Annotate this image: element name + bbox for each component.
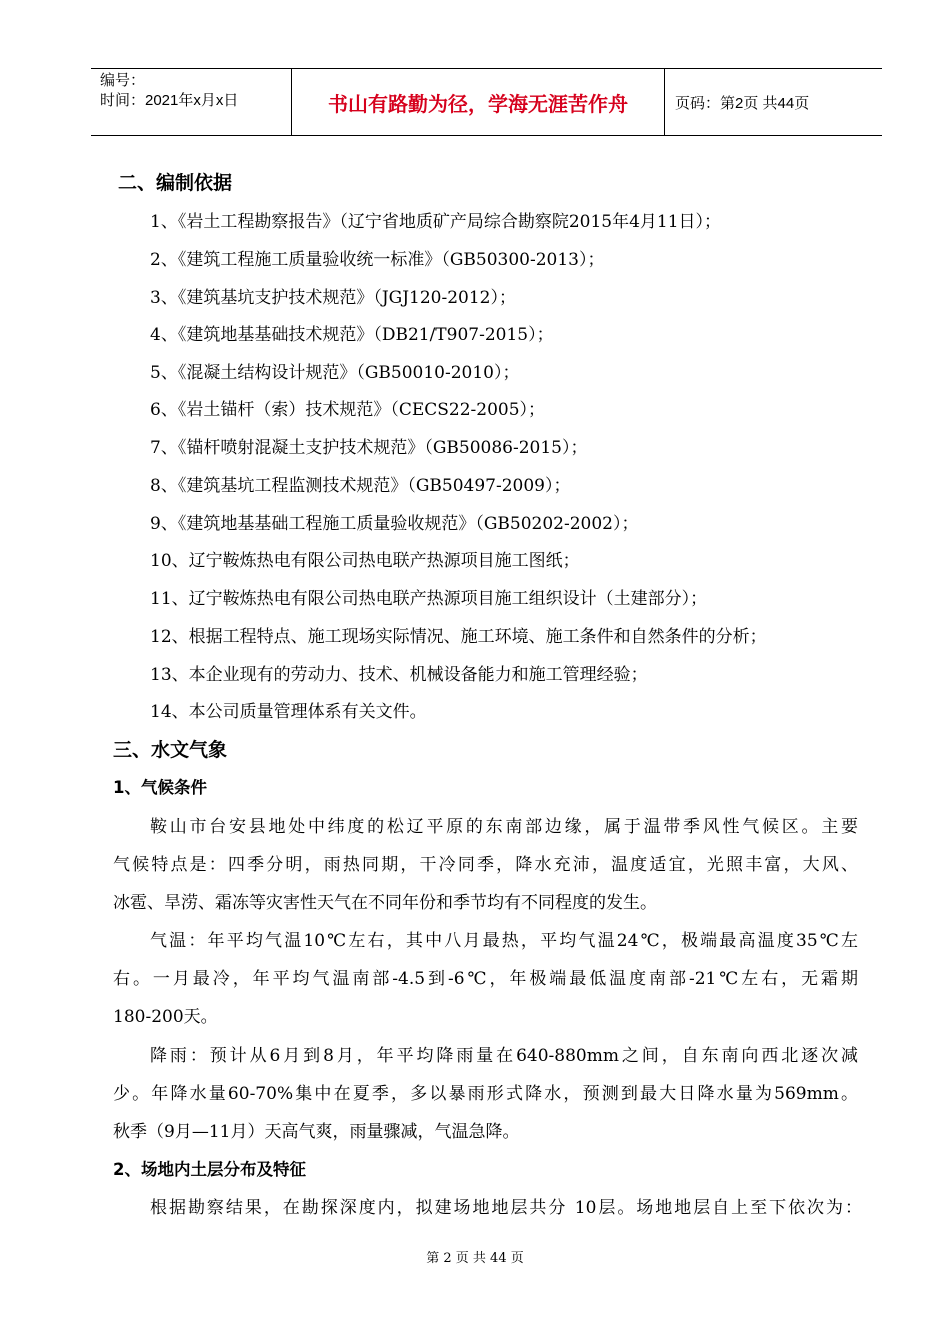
basis-item: 11、辽宁鞍炼热电有限公司热电联产热源项目施工组织设计（土建部分）； (150, 589, 708, 609)
basis-item: 1、《岩土工程勘察报告》（辽宁省地质矿产局综合勘察院2015年4月11日）； (150, 212, 722, 232)
date-label: 时间：2021年x月x日 (100, 92, 239, 109)
paragraph-line: 根据勘察结果，在勘探深度内，拟建场地地层共分 10层。场地地层自上至下依次为： (150, 1198, 862, 1218)
basis-item: 13、本企业现有的劳动力、技术、机械设备能力和施工管理经验； (150, 665, 648, 685)
paragraph-line: 冰雹、旱涝、霜冻等灾害性天气在不同年份和季节均有不同程度的发生。 (113, 893, 657, 913)
basis-item: 12、根据工程特点、施工现场实际情况、施工环境、施工条件和自然条件的分析； (150, 627, 767, 647)
motto: 书山有路勤为径，学海无涯苦作舟 (292, 69, 665, 135)
paragraph-line: 右。一月最冷，年平均气温南部-4.5到-6℃，年极端最低温度南部-21℃左右，无霜期 (113, 969, 858, 989)
section-2-title: 二、编制依据 (118, 172, 233, 194)
paragraph-line: 气温：年平均气温10℃左右，其中八月最热，平均气温24℃，极端最高温度35℃左 (150, 931, 858, 951)
basis-item: 14、本公司质量管理体系有关文件。 (150, 702, 427, 722)
basis-item: 7、《锚杆喷射混凝土支护技术规范》（GB50086-2015）； (150, 438, 588, 458)
basis-item: 3、《建筑基坑支护技术规范》（JGJ120-2012）； (150, 288, 516, 308)
basis-item: 5、《混凝土结构设计规范》（GB50010-2010）； (150, 363, 520, 383)
paragraph-line: 180-200天。 (113, 1007, 218, 1027)
basis-item: 9、《建筑地基基础工程施工质量验收规范》（GB50202-2002）； (150, 514, 639, 534)
basis-item: 10、辽宁鞍炼热电有限公司热电联产热源项目施工图纸； (150, 551, 580, 571)
header-table (91, 68, 882, 136)
subsection-soil-title: 2、场地内土层分布及特征 (113, 1160, 306, 1179)
paragraph-line: 鞍山市台安县地处中纬度的松辽平原的东南部边缘，属于温带季风性气候区。主要 (150, 817, 858, 837)
basis-item: 4、《建筑地基基础技术规范》（DB21/T907-2015）； (150, 325, 554, 345)
paragraph-line: 气候特点是：四季分明，雨热同期，干冷同季，降水充沛，温度适宜，光照丰富，大风、 (113, 855, 858, 875)
paragraph-line: 秋季（9月—11月）天高气爽，雨量骤减，气温急降。 (113, 1122, 520, 1142)
page-footer: 第 2 页 共 44 页 (426, 1251, 524, 1266)
code-label: 编号： (100, 72, 146, 89)
basis-item: 6、《岩土锚杆（索）技术规范》（CECS22-2005）； (150, 400, 546, 420)
basis-item: 8、《建筑基坑工程监测技术规范》（GB50497-2009）； (150, 476, 571, 496)
page-label: 页码：第2页 共44页 (675, 94, 810, 112)
subsection-climate-title: 1、气候条件 (113, 778, 207, 797)
paragraph-line: 少。年降水量60-70%集中在夏季，多以暴雨形式降水，预测到最大日降水量为569mm。 (113, 1084, 858, 1104)
basis-item: 2、《建筑工程施工质量验收统一标准》（GB50300-2013）； (150, 250, 605, 270)
header-left-cell (91, 69, 292, 135)
section-3-title: 三、水文气象 (113, 739, 228, 761)
paragraph-line: 降雨：预计从6月到8月，年平均降雨量在640-880mm之间，自东南向西北逐次减 (150, 1046, 858, 1066)
